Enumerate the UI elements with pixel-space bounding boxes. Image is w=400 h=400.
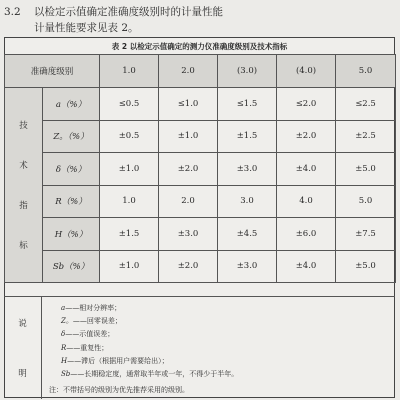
notes-label — [4, 297, 42, 399]
table-cell: ±0.5 — [100, 120, 159, 153]
note-item — [61, 315, 238, 328]
note-text: ——相对分辨率； — [65, 304, 122, 312]
table-cell: 1.0 — [100, 185, 159, 218]
table-row — [5, 153, 396, 186]
table-cell: ±1.0 — [159, 120, 218, 153]
note-text: ——重复性； — [66, 343, 109, 352]
class-header: (3.0) — [218, 55, 277, 88]
table-caption: 表 2 以检定示值确定的测力仪准确度级别及技术指标 — [111, 42, 288, 51]
row-symbol: H（%） — [43, 218, 100, 251]
section-number: 3.2 — [4, 6, 21, 18]
table-cell: ≤2.0 — [277, 88, 336, 121]
notes-label-char: 明 — [18, 369, 27, 379]
table-cell: ≤1.0 — [159, 88, 218, 121]
class-header: 2.0 — [159, 55, 218, 88]
table-cell: ≤0.5 — [100, 88, 159, 121]
table-row — [5, 218, 396, 251]
table-cell: 5.0 — [336, 185, 396, 218]
table-cell: ±5.0 — [336, 153, 396, 186]
notes-section — [4, 296, 395, 399]
row-symbol: R（%） — [43, 185, 100, 218]
note-item — [61, 342, 238, 355]
table-cell: 3.0 — [218, 185, 277, 218]
row-symbol: Sb（%） — [43, 250, 100, 283]
section-title: 以检定示值确定准确度级别时的计量性能 — [34, 6, 223, 18]
table-cell: ≤2.5 — [336, 88, 396, 121]
table-row — [5, 185, 396, 218]
table-cell: 2.0 — [159, 185, 218, 218]
table-cell: ±3.0 — [218, 153, 277, 186]
section-heading — [4, 4, 223, 20]
note-text: ——滞后（根据用户需要给出）； — [67, 356, 169, 365]
note-symbol: Z。 — [61, 317, 73, 326]
table-row — [5, 250, 396, 283]
table-cell: 4.0 — [277, 185, 336, 218]
header-row — [5, 55, 396, 88]
table-cell: ±4.0 — [277, 153, 336, 186]
group-label-char: 技 — [19, 121, 28, 131]
table-cell: ±3.0 — [159, 218, 218, 251]
note-text: ——长期稳定度，通常取半年或一年，不得少于半年。 — [70, 370, 239, 379]
table-cell: ±1.0 — [100, 153, 159, 186]
note-item — [61, 355, 238, 368]
note-symbol: a — [61, 304, 66, 312]
note-item — [61, 368, 238, 381]
row-symbol: Z。（%） — [43, 120, 100, 153]
header-label: 准确度级别 — [5, 55, 100, 88]
group-label — [5, 88, 43, 283]
table-cell: ±1.5 — [218, 120, 277, 153]
table-row — [5, 88, 396, 121]
table-cell: ≤1.5 — [218, 88, 277, 121]
table-cell: ±2.0 — [159, 250, 218, 283]
row-symbol: δ（%） — [43, 153, 100, 186]
section-subtitle: 计量性能要求见表 2。 — [34, 22, 139, 34]
note-symbol: δ — [61, 330, 66, 339]
table-cell: ±7.5 — [336, 218, 396, 251]
table-frame — [4, 37, 395, 398]
table-cell: ±1.5 — [100, 218, 159, 251]
class-header: 1.0 — [100, 55, 159, 88]
note-symbol: R — [61, 343, 67, 352]
spec-table — [4, 54, 396, 283]
note-text: ——示值误差； — [65, 330, 115, 339]
group-label-char: 术 — [19, 161, 28, 171]
table-cell: ±1.0 — [100, 250, 159, 283]
table-row — [5, 120, 396, 153]
table-cell: ±5.0 — [336, 250, 396, 283]
notes-list — [61, 302, 238, 381]
note-text: ——回零误差； — [72, 317, 122, 326]
table-cell: ±4.5 — [218, 218, 277, 251]
table-cell: ±2.5 — [336, 120, 396, 153]
table-cell: ±3.0 — [218, 250, 277, 283]
note-symbol: H — [61, 356, 68, 365]
row-symbol: a（%） — [43, 88, 100, 121]
note-item — [61, 302, 238, 315]
class-header: 5.0 — [336, 55, 396, 88]
group-label-char: 标 — [19, 241, 28, 251]
note-symbol: Sb — [61, 370, 71, 379]
footnote: 注：不带括号的级别为优先推荐采用的级别。 — [49, 386, 189, 394]
table-cell: ±2.0 — [159, 153, 218, 186]
group-label-char: 指 — [19, 201, 28, 211]
table-cell: ±6.0 — [277, 218, 336, 251]
class-header: (4.0) — [277, 55, 336, 88]
note-item — [61, 328, 238, 341]
table-cell: ±4.0 — [277, 250, 336, 283]
notes-label-char: 说 — [18, 319, 27, 329]
table-cell: ±2.0 — [277, 120, 336, 153]
